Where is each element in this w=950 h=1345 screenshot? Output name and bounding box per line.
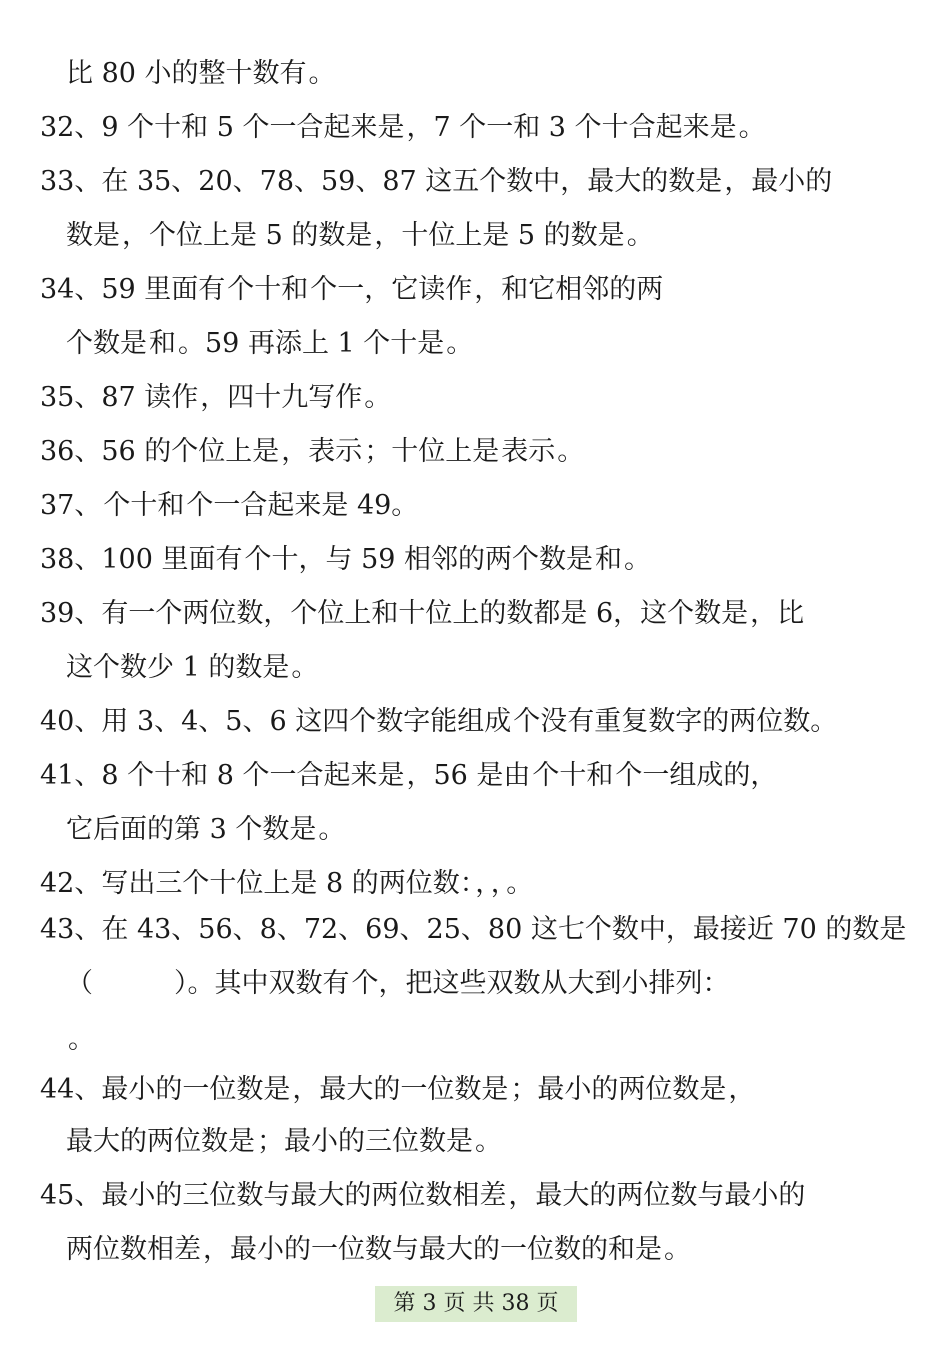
question-32: 32、9 个十和 5 个一合起来是，7 个一和 3 个十合起来是。 [40, 112, 766, 143]
page-number-footer: 第 3 页 共 38 页 [375, 1286, 577, 1322]
question-43-line1: 43、在 43、56、8、72、69、25、80 这七个数中，最接近 70 的数是 [40, 914, 907, 945]
question-39-line2: 这个数少 1 的数是。 [66, 652, 319, 683]
question-38: 38、100 里面有个十，与 59 相邻的两个数是和。 [40, 544, 652, 575]
question-34-line1: 34、59 里面有个十和个一，它读作，和它相邻的两 [40, 274, 664, 305]
question-45-line1: 45、最小的三位数与最大的两位数相差，最大的两位数与最小的 [40, 1180, 806, 1211]
question-37: 37、个十和个一合起来是 49。 [40, 490, 419, 521]
question-44-line1: 44、最小的一位数是，最大的一位数是；最小的两位数是， [40, 1074, 756, 1105]
question-41-line2: 它后面的第 3 个数是。 [66, 814, 346, 845]
question-43-line2: （ ）。其中双数有个，把这些双数从大到小排列： [66, 968, 730, 999]
question-44-line2: 最大的两位数是；最小的三位数是。 [66, 1126, 502, 1157]
question-36: 36、56 的个位上是，表示；十位上是表示。 [40, 436, 585, 467]
question-34-line2: 个数是和。59 再添上 1 个十是。 [66, 328, 474, 359]
question-43-line3: 。 [68, 1024, 95, 1055]
question-42: 42、写出三个十位上是 8 的两位数：，，。 [40, 868, 534, 899]
question-35: 35、87 读作，四十九写作。 [40, 382, 392, 413]
question-33-line2: 数是，个位上是 5 的数是，十位上是 5 的数是。 [66, 220, 654, 251]
question-41-line1: 41、8 个十和 8 个一合起来是，56 是由个十和个一组成的， [40, 760, 778, 791]
question-40: 40、用 3、4、5、6 这四个数字能组成个没有重复数字的两位数。 [40, 706, 838, 737]
question-39-line1: 39、有一个两位数，个位上和十位上的数都是 6，这个数是，比 [40, 598, 805, 629]
question-45-line2: 两位数相差，最小的一位数与最大的一位数的和是。 [66, 1234, 691, 1265]
question-33-line1: 33、在 35、20、78、59、87 这五个数中，最大的数是，最小的 [40, 166, 833, 197]
question-31-tail: 比 80 小的整十数有。 [66, 58, 336, 89]
